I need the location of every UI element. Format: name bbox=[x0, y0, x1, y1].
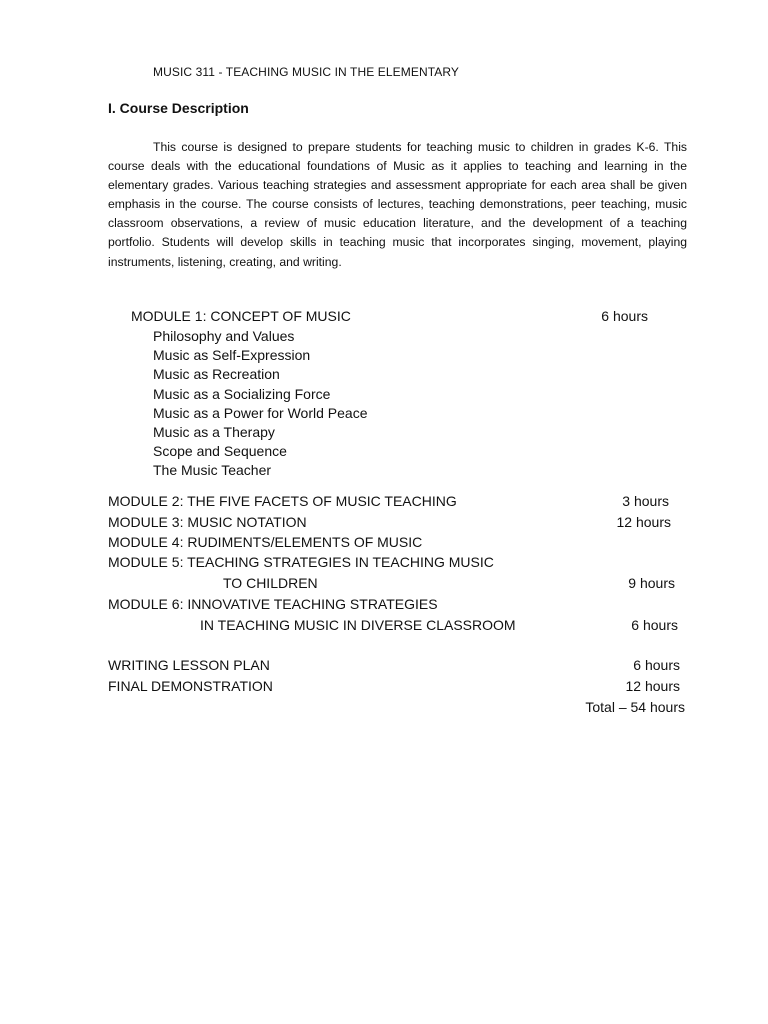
final-demonstration-title: FINAL DEMONSTRATION bbox=[108, 678, 273, 694]
module-5-title-continued: TO CHILDREN bbox=[223, 575, 318, 591]
module-3-title: MODULE 3: MUSIC NOTATION bbox=[108, 514, 307, 530]
module-1-topic: Music as a Socializing Force bbox=[153, 386, 331, 402]
module-2-hours: 3 hours bbox=[622, 493, 669, 509]
module-1-topic: The Music Teacher bbox=[153, 462, 272, 478]
module-1-topic: Music as a Power for World Peace bbox=[153, 405, 368, 421]
module-1-topic: Music as Recreation bbox=[153, 366, 280, 382]
final-demonstration-hours: 12 hours bbox=[625, 678, 680, 694]
section-heading: I. Course Description bbox=[108, 100, 249, 116]
module-4-title: MODULE 4: RUDIMENTS/ELEMENTS OF MUSIC bbox=[108, 534, 423, 550]
module-2-title: MODULE 2: THE FIVE FACETS OF MUSIC TEACHING bbox=[108, 493, 457, 509]
module-5-hours: 9 hours bbox=[628, 575, 675, 591]
module-6-title: MODULE 6: INNOVATIVE TEACHING STRATEGIES bbox=[108, 596, 438, 612]
module-5-title: MODULE 5: TEACHING STRATEGIES IN TEACHING MUSIC bbox=[108, 554, 494, 570]
module-3-hours: 12 hours bbox=[616, 514, 671, 530]
module-6-hours: 6 hours bbox=[631, 617, 678, 633]
course-description-paragraph: This course is designed to prepare students for teaching music to children in grades K-6. This course deals with the educational foundations of Music as it applies to teaching and learning in the elementary grades. Various teaching strategies and assessment appropriate for each area shall be given emphasis in the course. The course consists of lectures, teaching demonstrations, peer teaching, music classroom observations, a review of music education literature, and the development of a teaching portfolio. Students will develop skills in teaching music that incorporates singing, movement, playing instruments, listening, creating, and writing. bbox=[108, 140, 687, 269]
module-1-topic: Scope and Sequence bbox=[153, 443, 287, 459]
total-hours: Total – 54 hours bbox=[585, 699, 685, 715]
writing-lesson-plan-hours: 6 hours bbox=[633, 657, 680, 673]
module-1-topic: Music as Self-Expression bbox=[153, 347, 311, 363]
module-1-topic: Music as a Therapy bbox=[153, 424, 275, 440]
module-1-title: MODULE 1: CONCEPT OF MUSIC bbox=[131, 308, 351, 324]
course-title: MUSIC 311 - TEACHING MUSIC IN THE ELEMENTARY bbox=[153, 65, 460, 79]
module-6-title-continued: IN TEACHING MUSIC IN DIVERSE CLASSROOM bbox=[200, 617, 516, 633]
module-1-hours: 6 hours bbox=[601, 308, 648, 324]
writing-lesson-plan-title: WRITING LESSON PLAN bbox=[108, 657, 270, 673]
module-1-topic: Philosophy and Values bbox=[153, 328, 295, 344]
